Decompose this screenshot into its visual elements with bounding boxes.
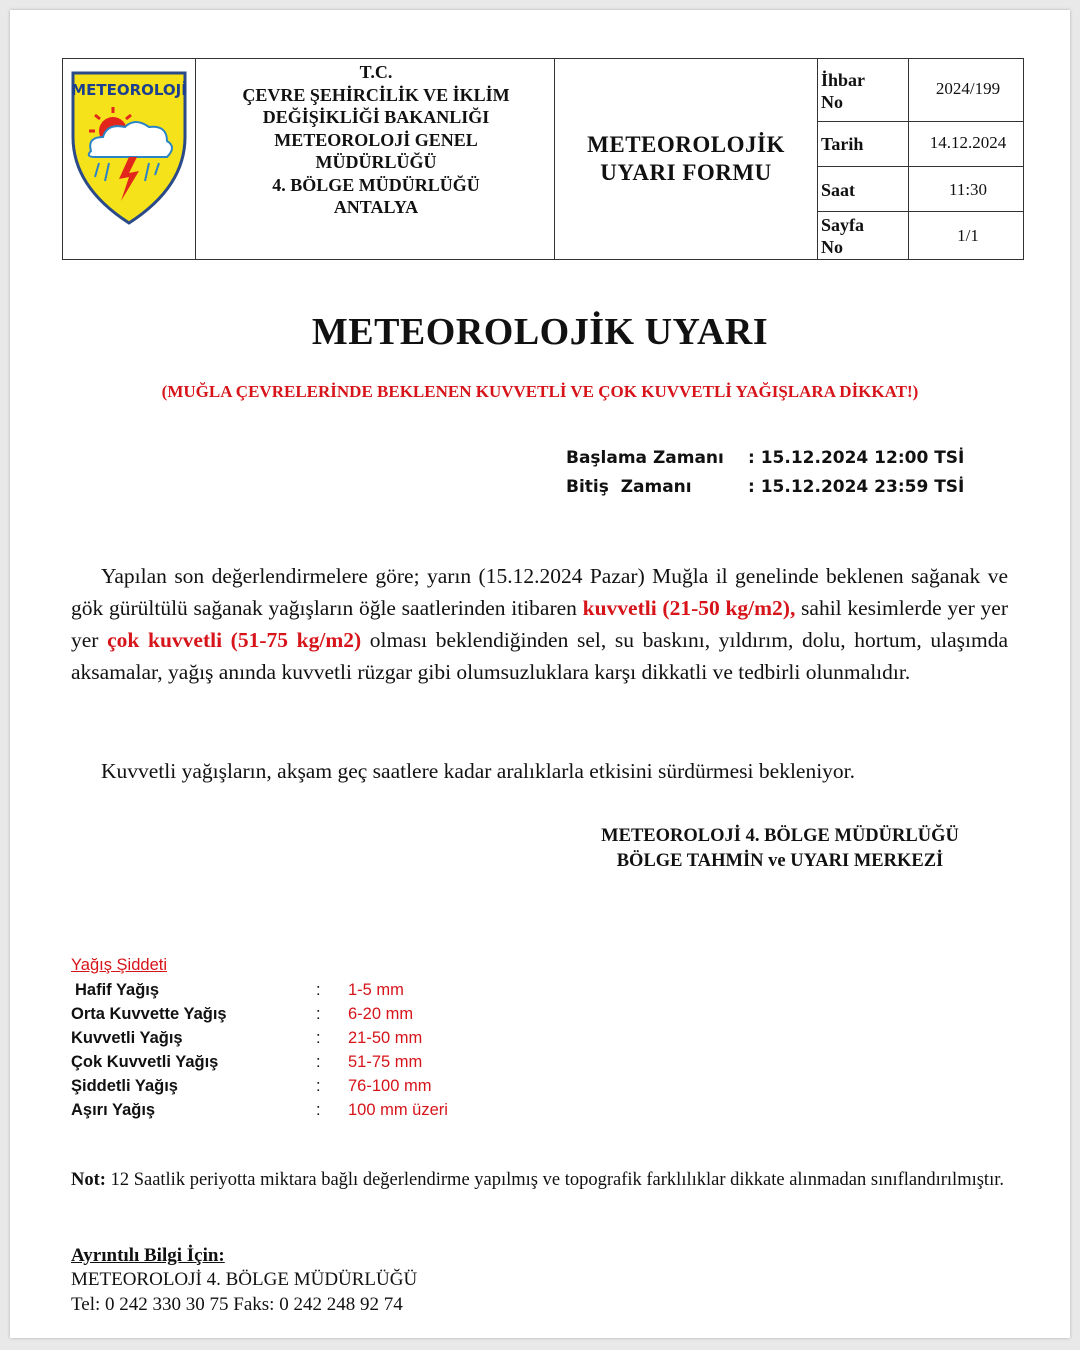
- duration-paragraph: Kuvvetli yağışların, akşam geç saatlere kadar aralıklarla etkisini sürdürmesi bekleniyor.: [101, 759, 856, 783]
- field-value-tarih: 14.12.2024: [929, 133, 1007, 152]
- legend-row: Hafif Yağış : 1-5 mm: [75, 981, 404, 999]
- page-title: METEOROLOJİK UYARI: [311, 311, 769, 353]
- contact-org: METEOROLOJİ 4. BÖLGE MÜDÜRLÜĞÜ: [71, 1269, 418, 1290]
- field-label-tarih: Tarih: [821, 134, 864, 154]
- document-page: [10, 10, 1070, 1338]
- form-title: METEOROLOJİK UYARI FORMU: [587, 132, 785, 185]
- legend-row: Aşırı Yağış : 100 mm üzeri: [71, 1101, 448, 1119]
- organization-name: T.C. ÇEVRE ŞEHİRCİLİK VE İKLİM DEĞİŞİKLİĞİ BAKANLIĞI METEOROLOJİ GENEL MÜDÜRLÜĞÜ 4. BÖLGE MÜDÜRLÜĞÜ ANTALYA: [242, 62, 510, 217]
- meteoroloji-logo: [69, 67, 189, 227]
- contact-phone: Tel: 0 242 330 30 75 Faks: 0 242 248 92 74: [71, 1294, 403, 1315]
- legend-title: Yağış Şiddeti: [71, 956, 168, 974]
- field-label-ihbar-no: İhbar No: [821, 70, 866, 112]
- logo-text: METEOROLOJİ: [71, 81, 187, 99]
- field-label-saat: Saat: [821, 180, 856, 200]
- signature: METEOROLOJİ 4. BÖLGE MÜDÜRLÜĞÜ BÖLGE TAHMİN ve UYARI MERKEZİ: [601, 826, 959, 871]
- note: Not: 12 Saatlik periyotta miktara bağlı değerlendirme yapılmış ve topografik farklılıklar dikkate alınmadan sınıflandırılmıştır.: [71, 1170, 1004, 1190]
- header-table: [62, 58, 1024, 260]
- legend-row: Orta Kuvvette Yağış : 6-20 mm: [71, 1005, 414, 1023]
- start-time-value: : 15.12.2024 12:00 TSİ: [748, 448, 965, 468]
- legend-row: Şiddetli Yağış : 76-100 mm: [71, 1077, 432, 1095]
- end-time-label: Bitiş Zamanı: [566, 477, 692, 497]
- legend-row: Kuvvetli Yağış : 21-50 mm: [71, 1029, 423, 1047]
- warning-paragraph: Yapılan son değerlendirmelere göre; yarın (15.12.2024 Pazar) Muğla il genelinde beklenen sağanak ve gök gürültülü sağanak yağışların öğle saatlerinden itibaren kuvvetli (21-50 kg/m2), sahil kesimlerde yer yer yer çok kuvvetli (51-75 kg/m2) olması beklendiğinden sel, su baskını, yıldırım, dolu, hortum, ulaşımda aksamalar, yağış anında kuvvetli rüzgar gibi olumsuzluklara karşı dikkatli ve tedbirli olunmalıdır.: [71, 564, 1009, 684]
- end-time-value: : 15.12.2024 23:59 TSİ: [748, 477, 965, 497]
- field-value-saat: 11:30: [948, 180, 988, 199]
- field-value-ihbar-no: 2024/199: [935, 79, 1001, 98]
- contact-title: Ayrıntılı Bilgi İçin:: [71, 1245, 225, 1266]
- field-label-sayfa-no: Sayfa No: [821, 215, 865, 257]
- legend-row: Çok Kuvvetli Yağış : 51-75 mm: [71, 1053, 423, 1071]
- field-value-sayfa-no: 1/1: [957, 226, 979, 245]
- warning-subtitle: (MUĞLA ÇEVRELERİNDE BEKLENEN KUVVETLİ VE ÇOK KUVVETLİ YAĞIŞLARA DİKKAT!): [161, 382, 919, 401]
- start-time-label: Başlama Zamanı: [566, 448, 724, 468]
